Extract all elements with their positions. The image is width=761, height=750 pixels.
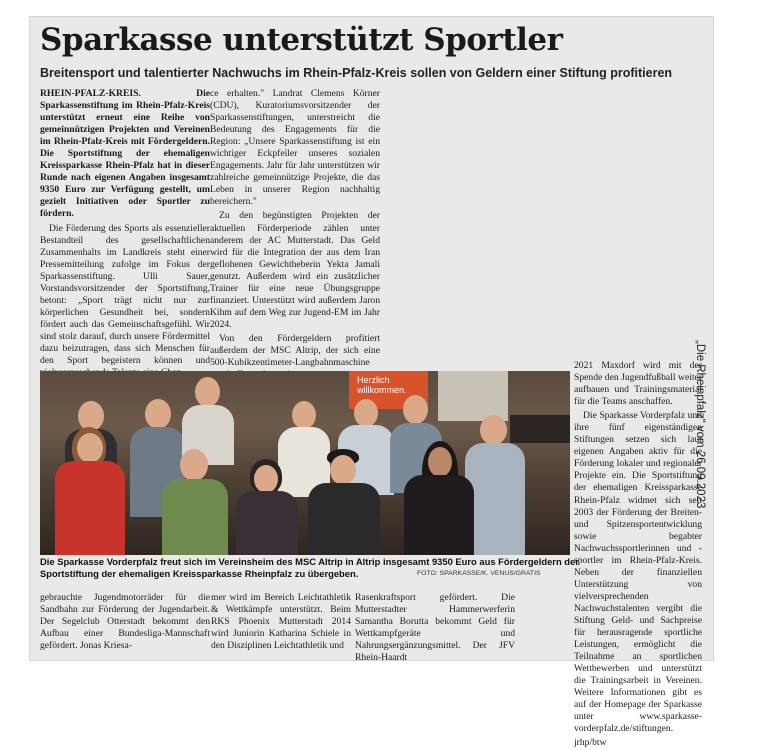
paragraph-projects: Zu den begünstigten Projekten der aktuellen Förderperiode zählen unter anderem der AC Mutterstadt. Das Geld wird für die Integration der aus dem Iran geflohenen Gewichtheberin Yekta Jamali genutzt. Außerdem wird ein zusätzlicher Trainer für eine neue Übungsgruppe finanziert. Unterstützt wird außerdem Jaron Kihm auf dem Weg zur Jugend-EM im Jahr 2024. <box>210 210 380 330</box>
bottom-column-3: Rasenkraftsport gefördert. Die Mutterstadter Hammerwerferin Samantha Borutta bekommt Geld für Wettkampfgeräte und Nahrungsergänzungsmittel. Der JFV Rhein-Haardt <box>355 592 515 664</box>
bottom-column-2: mer wird im Bereich Leichtathletik & Wettkämpfe unterstützt. Beim RKS Phoenix Mutterstadt 2014 wird Juniorin Katharina Schiele in den Disziplinen Leichtathletik und <box>211 592 351 652</box>
bottom-column-1: gebrauchte Jugendmotorräder für die Sandbahn zur Förderung der Jugendarbeit. Der Segelclub Otterstadt bekommt den Aufbau einer Bundesliga-Mannschaft gefördert. Jonas Kriesa- <box>40 592 210 652</box>
article-column-3 <box>574 360 702 749</box>
paragraph-sparkasse-foundation: Die Sparkasse Vorderpfalz und ihre fünf eigenständigen Stiftungen setzen sich laut eigenen Angaben aktiv für die Förderung lokaler und regionaler Projekte ein. Die Sportstiftung der ehemaligen Kreissparkasse Rhein-Pfalz widmet sich seit 2003 der Förderung der Breiten- und Spitzensportentwicklung sowie begabter Nachwuchssportlerinnen und -sportler im Rhein-Pfalz-Kreis. Neben der finanziellen Unterstützung von vielversprechenden Nachwuchstalenten vergibt die Stiftung Geld- und Sachpreise für herausragende sportliche Leistungen, ermöglicht die Teilnahme an sportlichen Wettbewerben und unterstützt die Trainingsarbeit in Vereinen. Weitere Informationen gibt es auf der Homepage der Sparkasse unter www.sparkasse-vorderpfalz.de/stiftungen. <box>574 410 702 735</box>
article-column-1 <box>40 88 210 367</box>
paragraph-sport-promotion: Die Förderung des Sports als essenzieller Bestandteil des gesellschaftlichen Zusammenhalts im Landkreis steht einer Pressemitteilung zufolge im Fokus der Sparkassenstiftung. Ulli Sauer, Vorstandsvorsitzender der Sportstiftung, betont: „Sport trägt nicht nur zur körperlichen Gesundheit bei, sondern fördert auch das Gemeinschaftsgefühl. Wir sind stolz darauf, durch unsere Fördermittel dazu beizutragen, dass sich Menschen für den Sport begeistern können und <box>40 222 210 367</box>
trophy-shelf <box>510 415 570 443</box>
photo-caption: Die Sparkasse Vorderpfalz freut sich im Vereinsheim des MSC Altrip in Altrip insgesamt 9350 Euro aus Fördergeldern der Sportstiftung der ehemaligen Kreissparkasse Rheinpfalz zu übergeben. <box>40 556 579 579</box>
photo-credit: FOTO: SPARKASSE/K. VENUS/GRATIS <box>417 570 541 577</box>
paragraph-jfv-maxdorf: 2021 Maxdorf wird mit der Spende den Jugendfußball weiter aufbauen und Trainingsmaterial für die Teams anschaffen. <box>574 360 702 408</box>
group-photo <box>40 371 570 555</box>
welcome-banner: Herzlich willkommen. <box>349 371 428 409</box>
author-signature: jrhp/btw <box>574 737 607 749</box>
source-note: „Die Rheinpfalz" vom 26.09.2023 <box>694 340 706 509</box>
headline: Sparkasse unterstützt Sportler <box>40 22 563 58</box>
article-column-2 <box>210 88 380 369</box>
lead-paragraph: RHEIN-PFALZ-KREIS. Die Sparkassenstiftung im Rhein-Pfalz-Kreis unterstützt erneut eine Reihe von gemeinnützigen Projekten und Vereinen im Rhein-Pfalz-Kreis mit Fördergeldern. Die Sportstiftung der ehemaligen Kreissparkasse Rhein-Pfalz hat in dieser Runde nach eigenen Angaben insgesamt 9350 Euro zur Verfügung gestellt, um gezielt Initiativen oder Sportler zu fördern. <box>40 88 210 220</box>
paragraph-landrat-quote: ce erhalten." Landrat Clemens Körner (CDU), Kuratoriumsvorsitzender der Sparkassenstiftungen, unterstreicht die Bedeutung des Engagements für die Region: „Unsere Sparkassenstiftung ist ein wichtiger Eckpfeiler unseres sozialen Engagements. Jahr für Jahr unterstützen wir zahlreiche gemeinnützige Projekte, die das Leben in unserer Region nachhaltig bereichern." <box>210 88 380 208</box>
wall-poster <box>438 371 508 421</box>
paragraph-msc-altrip: Von den Fördergeldern profitiert außerdem der MSC Altrip, der sich eine 500-Kubikzentimeter-Langbahnmaschine <box>210 332 380 369</box>
subheadline: Breitensport und talentierter Nachwuchs im Rhein-Pfalz-Kreis sollen von Geldern einer Stiftung profitieren <box>40 66 673 80</box>
